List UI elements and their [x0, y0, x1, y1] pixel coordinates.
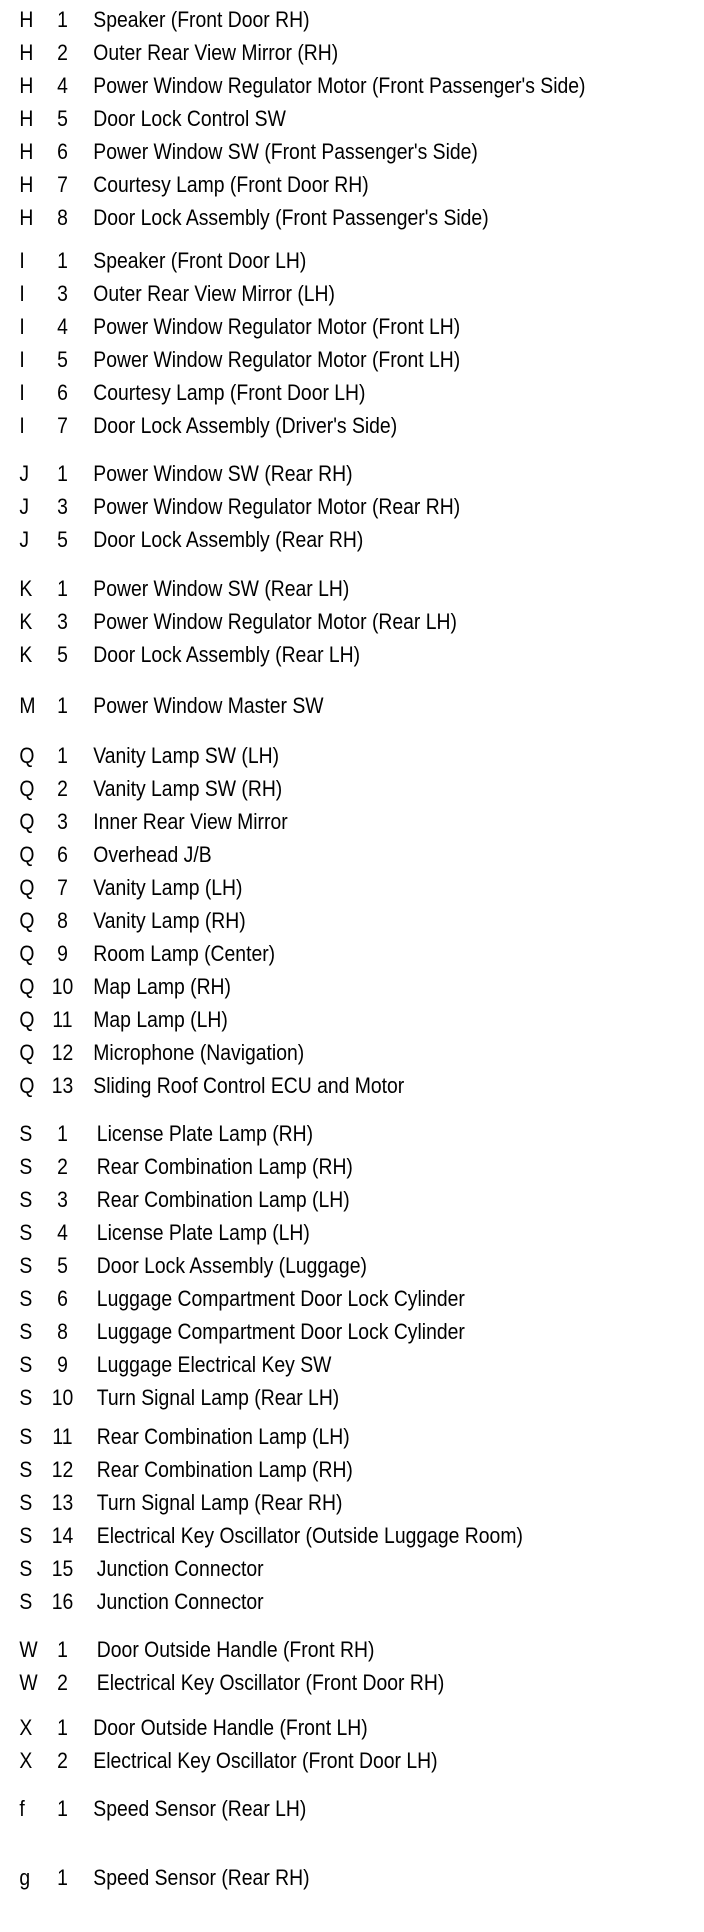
- component-name: Room Lamp (Center): [93, 941, 276, 966]
- component-name: License Plate Lamp (RH): [96, 1121, 314, 1146]
- component-name: Door Lock Assembly (Rear LH): [93, 642, 361, 667]
- connector-code: I: [19, 314, 25, 339]
- connector-code: S: [19, 1253, 33, 1278]
- connector-code: K: [19, 642, 33, 667]
- connector-code: Q: [19, 776, 35, 801]
- connector-code: K: [19, 609, 33, 634]
- component-name: Luggage Compartment Door Lock Cylinder: [96, 1286, 465, 1311]
- connector-code: S: [19, 1490, 33, 1515]
- connector-code: H: [19, 139, 34, 164]
- connector-code: S: [19, 1220, 33, 1245]
- connector-number: 4: [57, 73, 68, 98]
- connector-code: I: [19, 248, 25, 273]
- connector-number: 4: [57, 1220, 68, 1245]
- connector-code: Q: [19, 842, 35, 867]
- connector-code: S: [19, 1589, 33, 1614]
- connector-number: 8: [57, 908, 68, 933]
- component-name: Power Window SW (Rear RH): [93, 461, 353, 486]
- connector-code: W: [19, 1637, 38, 1662]
- connector-code: W: [19, 1670, 38, 1695]
- connector-number: 5: [57, 106, 68, 131]
- connector-number: 1: [57, 1715, 68, 1740]
- connector-number: 3: [57, 494, 68, 519]
- connector-number: 13: [51, 1073, 74, 1098]
- connector-code: H: [19, 73, 34, 98]
- component-name: Power Window SW (Rear LH): [93, 576, 350, 601]
- connector-number: 5: [57, 1253, 68, 1278]
- connector-code: H: [19, 106, 34, 131]
- connector-number: 6: [57, 380, 68, 405]
- component-name: Rear Combination Lamp (LH): [96, 1187, 350, 1212]
- component-name: Outer Rear View Mirror (LH): [93, 281, 335, 306]
- component-name: Door Lock Control SW: [93, 106, 286, 131]
- component-name: Speaker (Front Door LH): [93, 248, 307, 273]
- connector-number: 2: [57, 1670, 68, 1695]
- component-name: Door Lock Assembly (Rear RH): [93, 527, 364, 552]
- connector-number: 1: [57, 7, 68, 32]
- component-name: Speed Sensor (Rear RH): [93, 1865, 310, 1890]
- connector-code: X: [19, 1715, 33, 1740]
- connector-number: 9: [57, 941, 68, 966]
- connector-code: J: [19, 494, 30, 519]
- connector-code: Q: [19, 941, 35, 966]
- component-name: Electrical Key Oscillator (Front Door LH): [93, 1748, 438, 1773]
- connector-code: J: [19, 461, 30, 486]
- connector-code: S: [19, 1286, 33, 1311]
- connector-number: 1: [57, 1796, 68, 1821]
- component-name: Luggage Compartment Door Lock Cylinder: [96, 1319, 465, 1344]
- connector-code: J: [19, 527, 30, 552]
- component-name: Junction Connector: [96, 1589, 264, 1614]
- connector-number: 8: [57, 205, 68, 230]
- connector-number: 11: [52, 1007, 73, 1032]
- connector-code: S: [19, 1457, 33, 1482]
- connector-number: 2: [57, 40, 68, 65]
- component-name: Courtesy Lamp (Front Door RH): [93, 172, 369, 197]
- component-name: Rear Combination Lamp (LH): [96, 1424, 350, 1449]
- connector-number: 2: [57, 1154, 68, 1179]
- connector-number: 10: [51, 1385, 74, 1410]
- component-name: Power Window Regulator Motor (Front Passenger's Side): [93, 73, 586, 98]
- component-name: Map Lamp (RH): [93, 974, 231, 999]
- connector-code: H: [19, 40, 34, 65]
- connector-number: 16: [51, 1589, 74, 1614]
- component-name: Courtesy Lamp (Front Door LH): [93, 380, 366, 405]
- connector-code: H: [19, 7, 34, 32]
- connector-code: Q: [19, 1040, 35, 1065]
- connector-number: 1: [57, 461, 68, 486]
- component-name: Junction Connector: [96, 1556, 264, 1581]
- component-name: Vanity Lamp SW (LH): [93, 743, 280, 768]
- connector-number: 3: [57, 609, 68, 634]
- component-name: Turn Signal Lamp (Rear LH): [96, 1385, 340, 1410]
- component-name: Door Outside Handle (Front LH): [93, 1715, 368, 1740]
- connector-number: 7: [57, 413, 68, 438]
- connector-code: I: [19, 281, 25, 306]
- component-name: Power Window Regulator Motor (Front LH): [93, 347, 461, 372]
- connector-number: 2: [57, 1748, 68, 1773]
- connector-number: 11: [52, 1424, 73, 1449]
- connector-code: I: [19, 380, 25, 405]
- connector-number: 1: [57, 576, 68, 601]
- connector-code: X: [19, 1748, 33, 1773]
- connector-code: I: [19, 347, 25, 372]
- connector-number: 12: [51, 1457, 74, 1482]
- connector-number: 6: [57, 1286, 68, 1311]
- component-name: Rear Combination Lamp (RH): [96, 1154, 353, 1179]
- connector-code: S: [19, 1523, 33, 1548]
- connector-code: S: [19, 1187, 33, 1212]
- component-name: Vanity Lamp (RH): [93, 908, 246, 933]
- component-name: Overhead J/B: [93, 842, 212, 867]
- connector-code: S: [19, 1385, 33, 1410]
- connector-number: 3: [57, 281, 68, 306]
- component-name: Speaker (Front Door RH): [93, 7, 310, 32]
- connector-number: 6: [57, 842, 68, 867]
- connector-number: 9: [57, 1352, 68, 1377]
- component-name: Electrical Key Oscillator (Front Door RH): [96, 1670, 445, 1695]
- component-name: Door Lock Assembly (Luggage): [96, 1253, 367, 1278]
- component-name: Vanity Lamp (LH): [93, 875, 243, 900]
- component-name: License Plate Lamp (LH): [96, 1220, 310, 1245]
- connector-number: 7: [57, 172, 68, 197]
- component-name: Map Lamp (LH): [93, 1007, 228, 1032]
- connector-number: 4: [57, 314, 68, 339]
- connector-number: 5: [57, 527, 68, 552]
- connector-code: H: [19, 205, 34, 230]
- component-name: Rear Combination Lamp (RH): [96, 1457, 353, 1482]
- connector-code: S: [19, 1154, 33, 1179]
- connector-code: S: [19, 1352, 33, 1377]
- connector-number: 5: [57, 347, 68, 372]
- connector-code: I: [19, 413, 25, 438]
- connector-code: Q: [19, 743, 35, 768]
- component-name: Luggage Electrical Key SW: [96, 1352, 332, 1377]
- component-name: Speed Sensor (Rear LH): [93, 1796, 307, 1821]
- connector-number: 1: [57, 1637, 68, 1662]
- component-name: Sliding Roof Control ECU and Motor: [93, 1073, 405, 1098]
- connector-code: S: [19, 1556, 33, 1581]
- connector-number: 1: [57, 693, 68, 718]
- connector-code: S: [19, 1121, 33, 1146]
- connector-number: 10: [51, 974, 74, 999]
- component-name: Power Window Master SW: [93, 693, 324, 718]
- component-name: Vanity Lamp SW (RH): [93, 776, 283, 801]
- component-name: Power Window Regulator Motor (Front LH): [93, 314, 461, 339]
- connector-number: 5: [57, 642, 68, 667]
- connector-code: S: [19, 1424, 33, 1449]
- connector-number: 14: [51, 1523, 74, 1548]
- connector-code: Q: [19, 1073, 35, 1098]
- connector-code: M: [19, 693, 36, 718]
- connector-code: Q: [19, 1007, 35, 1032]
- component-name: Inner Rear View Mirror: [93, 809, 288, 834]
- connector-number: 1: [57, 1121, 68, 1146]
- component-name: Power Window Regulator Motor (Rear LH): [93, 609, 457, 634]
- component-name: Power Window Regulator Motor (Rear RH): [93, 494, 461, 519]
- component-name: Door Lock Assembly (Front Passenger's Side): [93, 205, 489, 230]
- connector-number: 1: [57, 743, 68, 768]
- connector-code: Q: [19, 875, 35, 900]
- connector-code: g: [19, 1865, 31, 1890]
- component-name: Door Lock Assembly (Driver's Side): [93, 413, 398, 438]
- connector-number: 3: [57, 809, 68, 834]
- connector-code: H: [19, 172, 34, 197]
- connector-code: Q: [19, 809, 35, 834]
- component-name: Electrical Key Oscillator (Outside Luggage Room): [96, 1523, 523, 1548]
- connector-number: 13: [51, 1490, 74, 1515]
- component-name: Power Window SW (Front Passenger's Side): [93, 139, 478, 164]
- connector-number: 15: [51, 1556, 74, 1581]
- component-name: Turn Signal Lamp (Rear RH): [96, 1490, 343, 1515]
- component-name: Outer Rear View Mirror (RH): [93, 40, 339, 65]
- component-name: Microphone (Navigation): [93, 1040, 305, 1065]
- connector-code: S: [19, 1319, 33, 1344]
- connector-code: Q: [19, 908, 35, 933]
- connector-number: 12: [51, 1040, 74, 1065]
- connector-number: 1: [57, 1865, 68, 1890]
- component-name: Door Outside Handle (Front RH): [96, 1637, 375, 1662]
- connector-number: 8: [57, 1319, 68, 1344]
- connector-number: 6: [57, 139, 68, 164]
- connector-number: 1: [57, 248, 68, 273]
- connector-code: K: [19, 576, 33, 601]
- connector-code: Q: [19, 974, 35, 999]
- connector-code: f: [19, 1796, 25, 1821]
- connector-number: 7: [57, 875, 68, 900]
- connector-number: 2: [57, 776, 68, 801]
- connector-number: 3: [57, 1187, 68, 1212]
